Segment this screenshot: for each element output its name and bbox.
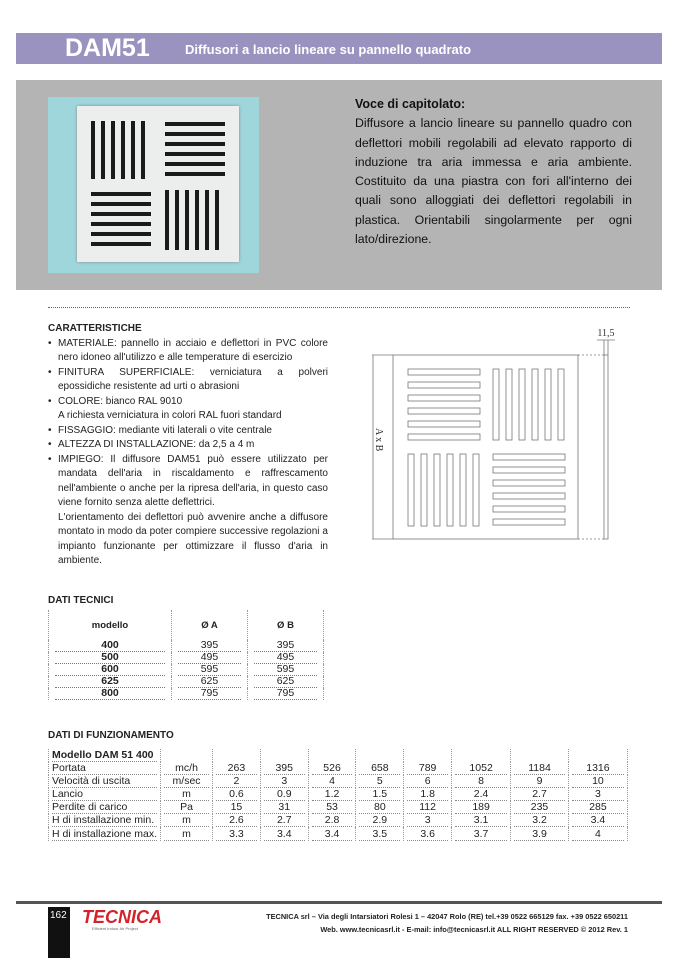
list-item: • FINITURA SUPERFICIALE: verniciatura a polveri epossidiche resistente ad urti o abrasioni	[48, 366, 328, 395]
caratteristiche-title: CARATTERISTICHE	[48, 323, 142, 334]
table-cell: 1.5	[359, 788, 400, 801]
deflector-slat	[111, 121, 115, 179]
table-cell: 400	[55, 640, 165, 652]
list-item: • ALTEZZA DI INSTALLAZIONE: da 2,5 a 4 m	[48, 438, 328, 453]
table-cell: 395	[178, 640, 241, 652]
impiego-note: L'orientamento dei deflettori può avvenire anche a diffusore montato in modo da poter compiere successive regolazioni a impianto funzionante per ottimizzare il flusso d'aria in ambiente.	[58, 511, 328, 566]
drawing-slot	[493, 493, 565, 499]
drawing-slot	[493, 480, 565, 486]
table-cell: 789	[407, 762, 448, 775]
caratteristiche-section	[48, 322, 328, 569]
drawing-slot	[434, 454, 440, 526]
list-item: • MATERIALE: pannello in acciaio e deflettori in PVC colore nero idoneo all'utilizzo e alle temperature di esercizio	[48, 337, 328, 366]
page-number: 162	[48, 907, 70, 958]
footer-rule	[16, 901, 662, 904]
table-cell: 2.9	[359, 814, 400, 827]
drawing-slot	[558, 369, 564, 440]
drawing-slot	[519, 369, 525, 440]
table-row	[49, 762, 628, 775]
table-row	[49, 788, 628, 801]
deflector-slat	[165, 132, 225, 136]
table-cell: 3.4	[312, 828, 353, 841]
table-cell: Pa	[164, 801, 209, 814]
table-cell: Portata	[52, 762, 157, 775]
funzionamento-table	[48, 749, 628, 841]
table-cell: 595	[178, 664, 241, 676]
company-info	[266, 911, 628, 936]
table-cell: H di installazione min.	[52, 814, 157, 827]
deflector-slat	[101, 121, 105, 179]
table-cell: 6	[407, 775, 448, 788]
table-cell: 1316	[572, 762, 624, 775]
table-cell: 500	[55, 652, 165, 664]
thickness-label: 11,5	[597, 328, 615, 339]
table-cell: Perdite di carico	[52, 801, 157, 814]
table-cell: 80	[359, 801, 400, 814]
table-cell: 3.4	[572, 814, 624, 827]
table-cell: 15	[216, 801, 257, 814]
table-cell: 625	[178, 676, 241, 688]
voce-title: Voce di capitolato:	[355, 97, 466, 111]
model-label: Modello DAM 51 400	[52, 749, 157, 762]
table-row	[49, 775, 628, 788]
drawing-slot	[408, 369, 480, 375]
drawing-slot	[408, 408, 480, 414]
drawing-slot	[408, 434, 480, 440]
voce-text: Diffusore a lancio lineare su pannello quadro con deflettori mobili regolabili ad elevato rapporto di induzione tra aria immessa e aria ambiente. Costituito da una piastra con fori all'interno dei quali sono alloggiati dei deflettori regolabili in plastica. Orientabili singolarmente per ogni lato/direzione.	[355, 116, 632, 247]
table-cell: 3.4	[264, 828, 305, 841]
table-cell: 0.9	[264, 788, 305, 801]
deflector-slat	[165, 190, 169, 250]
table-cell: 31	[264, 801, 305, 814]
drawing-slot	[506, 369, 512, 440]
table-cell: 1052	[455, 762, 507, 775]
product-subtitle: Diffusori a lancio lineare su pannello quadrato	[185, 42, 472, 57]
table-cell: 8	[455, 775, 507, 788]
table-cell: 3.3	[216, 828, 257, 841]
table-row	[49, 814, 628, 827]
table-cell: 2.8	[312, 814, 353, 827]
voce-di-capitolato	[355, 95, 632, 249]
technical-drawing	[360, 320, 630, 550]
table-cell: 4	[312, 775, 353, 788]
deflector-slat	[141, 121, 145, 179]
deflector-slat	[91, 192, 151, 196]
table-cell: 395	[254, 640, 317, 652]
table-cell: 3.7	[455, 828, 507, 841]
drawing-slot	[493, 369, 499, 440]
table-cell: 658	[359, 762, 400, 775]
deflector-slat	[91, 212, 151, 216]
drawing-slot	[421, 454, 427, 526]
deflector-slat	[215, 190, 219, 250]
table-cell: 189	[455, 801, 507, 814]
table-cell: 495	[254, 652, 317, 664]
colore-note: A richiesta verniciatura in colori RAL fuori standard	[58, 410, 282, 421]
size-label: A x B	[373, 428, 384, 452]
product-photo	[48, 97, 259, 273]
deflector-slat	[91, 242, 151, 246]
deflector-slat	[91, 202, 151, 206]
drawing-slot	[493, 467, 565, 473]
deflector-slat	[165, 142, 225, 146]
table-cell: m/sec	[164, 775, 209, 788]
table-cell: 3	[407, 814, 448, 827]
table-cell: m	[164, 828, 209, 841]
table-cell: 1.2	[312, 788, 353, 801]
table-cell: 1.8	[407, 788, 448, 801]
table-cell: 2.4	[455, 788, 507, 801]
table-cell: 1184	[514, 762, 565, 775]
deflector-slat	[185, 190, 189, 250]
list-item: • IMPIEGO: Il diffusore DAM51 può essere utilizzato per mandata dell'aria in riscaldamento e raffrescamento nell'ambiente o anche per la ripresa dell'aria, in questo caso viene fornito senza alette deflettrici.	[48, 453, 328, 511]
table-cell: 53	[312, 801, 353, 814]
table-cell: 10	[572, 775, 624, 788]
table-cell: H di installazione max.	[52, 827, 158, 840]
table-cell: 2	[216, 775, 257, 788]
deflector-slat	[205, 190, 209, 250]
drawing-slot	[408, 421, 480, 427]
deflector-slat	[175, 190, 179, 250]
table-cell: 800	[55, 688, 165, 700]
table-cell: 4	[572, 828, 624, 841]
table-cell: mc/h	[164, 762, 209, 775]
drawing-slot	[532, 369, 538, 440]
dati-tecnici-title: DATI TECNICI	[48, 595, 114, 606]
table-cell: 285	[572, 801, 624, 814]
table-cell: 5	[359, 775, 400, 788]
logo-tagline: Efficient Indoor Air Project	[92, 926, 138, 931]
deflector-slat	[165, 172, 225, 176]
table-cell: 3.5	[359, 828, 400, 841]
table-row	[49, 801, 628, 814]
list-item: • FISSAGGIO: mediante viti laterali o vite centrale	[48, 424, 328, 439]
web-contacts: Web. www.tecnicasrl.it - E-mail: info@tecnicasrl.it ALL RIGHT RESERVED © 2012 Rev. 1	[320, 924, 628, 934]
table-cell: 526	[312, 762, 353, 775]
column-header: Ø B	[247, 610, 323, 640]
drawing-slot	[493, 454, 565, 460]
table-cell: 3	[572, 788, 624, 801]
table-cell: 2.7	[514, 788, 565, 801]
table-cell: 395	[264, 762, 305, 775]
drawing-slot	[460, 454, 466, 526]
table-cell: 3.1	[455, 814, 507, 827]
drawing-slot	[493, 506, 565, 512]
table-cell: 3.9	[514, 828, 565, 841]
table-cell: 3	[264, 775, 305, 788]
table-cell: m	[164, 814, 209, 827]
drawing-slot	[408, 395, 480, 401]
divider	[48, 307, 630, 308]
table-cell: 595	[254, 664, 317, 676]
deflector-slat	[131, 121, 135, 179]
table-row	[49, 827, 628, 841]
table-cell: 795	[254, 688, 317, 700]
deflector-slat	[165, 152, 225, 156]
table-cell: 600	[55, 664, 165, 676]
table-cell: 3.6	[407, 828, 448, 841]
title-banner	[16, 33, 662, 64]
deflector-slat	[91, 121, 95, 179]
column-header: modello	[49, 610, 172, 640]
table-cell: 2.7	[264, 814, 305, 827]
table-cell: 235	[514, 801, 565, 814]
table-cell: 625	[254, 676, 317, 688]
table-cell: 263	[216, 762, 257, 775]
deflector-slat	[165, 162, 225, 166]
list-item: • COLORE: bianco RAL 9010	[48, 395, 328, 410]
table-cell: 112	[407, 801, 448, 814]
dati-tecnici-table	[48, 610, 324, 700]
drawing-slot	[408, 382, 480, 388]
drawing-slot	[447, 454, 453, 526]
deflector-slat	[195, 190, 199, 250]
drawing-slot	[493, 519, 565, 525]
table-cell: 625	[55, 676, 165, 688]
deflector-slat	[121, 121, 125, 179]
tecnica-logo: TECNICA	[82, 907, 162, 927]
deflector-slat	[91, 222, 151, 226]
table-cell: m	[164, 788, 209, 801]
table-cell: 3.2	[514, 814, 565, 827]
table-cell: 795	[178, 688, 241, 700]
table-cell: 0.6	[216, 788, 257, 801]
table-cell: 2.6	[216, 814, 257, 827]
table-row	[49, 688, 324, 700]
table-cell: 495	[178, 652, 241, 664]
deflector-slat	[165, 122, 225, 126]
table-cell: 9	[514, 775, 565, 788]
drawing-slot	[545, 369, 551, 440]
drawing-slot	[473, 454, 479, 526]
table-cell: Lancio	[52, 788, 157, 801]
column-header: Ø A	[172, 610, 248, 640]
drawing-slot	[408, 454, 414, 526]
funzionamento-title: DATI DI FUNZIONAMENTO	[48, 730, 174, 741]
deflector-slat	[91, 232, 151, 236]
address: TECNICA srl – Via degli Intarsiatori Rolesi 1 – 42047 Rolo (RE) tel.+39 0522 665129 fax. +39 0522 650211	[266, 912, 628, 921]
table-cell: Velocità di uscita	[52, 775, 157, 788]
product-code: DAM51	[65, 34, 150, 62]
